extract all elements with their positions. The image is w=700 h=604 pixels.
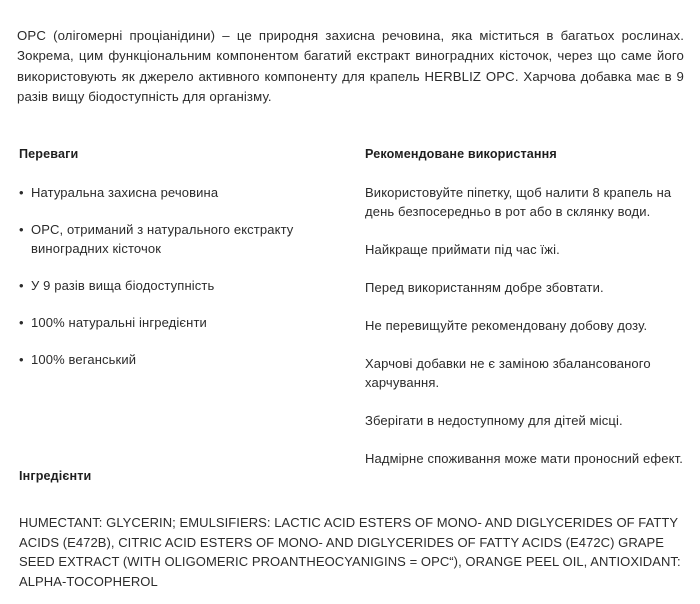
bullet-icon: •	[19, 278, 24, 293]
bullet-icon: •	[19, 222, 24, 237]
list-item-label: OPC, отриманий з натурального екстракту виноградних кісточок	[31, 222, 294, 256]
list-item	[19, 183, 348, 202]
benefits-heading: Переваги	[19, 147, 79, 161]
intro-paragraph: OPC (олігомерні проціанідини) – це природня захисна речовина, яка міститься в багатьох рослинах. Зокрема, цим функціональним компонентом багатий екстракт виноградних кісточок, через що саме його використовують як джерело активного компоненту для крапель HERBLIZ OPC. Харчова добавка має в 9 разів вищу біодоступність для організму.	[17, 28, 684, 105]
ingredients-heading: Інгредієнти	[19, 469, 92, 483]
usage-item: Найкраще приймати під час їжі.	[365, 242, 560, 257]
usage-item: Не перевищуйте рекомендовану добову дозу.	[365, 318, 648, 333]
benefits-list	[19, 183, 348, 369]
usage-column	[348, 146, 700, 468]
list-item	[19, 276, 348, 295]
two-column-section	[0, 146, 700, 468]
list-item	[19, 350, 348, 369]
list-item-label: 100% веганський	[31, 352, 137, 367]
benefits-column	[0, 146, 348, 369]
list-item	[19, 313, 348, 332]
bullet-icon: •	[19, 185, 24, 200]
usage-item: Харчові добавки не є заміною збалансованого харчування.	[365, 356, 651, 390]
list-item-label: Натуральна захисна речовина	[31, 185, 219, 200]
bullet-icon: •	[19, 352, 24, 367]
usage-heading: Рекомендоване використання	[365, 147, 557, 161]
usage-item: Зберігати в недоступному для дітей місці.	[365, 413, 623, 428]
bullet-icon: •	[19, 315, 24, 330]
ingredients-body: HUMECTANT: GLYCERIN; EMULSIFIERS: LACTIC ACID ESTERS OF MONO- AND DIGLYCERIDES OF FATTY ACIDS (E472B), CITRIC ACID ESTERS OF MONO- AND DIGLYCERIDES OF FATTY ACIDS (E472C) GRAPE SEED EXTRACT (WITH OLIGOMERIC PROANTHEOCYANIGINS = OPC“), ORANGE PEEL OIL, ANTIOXIDANT: ALPHA-TOCOPHEROL	[19, 515, 681, 589]
usage-item: Використовуйте піпетку, щоб налити 8 крапель на день безпосередньо в рот або в склянку води.	[365, 185, 672, 219]
ingredients-section	[19, 468, 685, 591]
usage-item: Надмірне споживання може мати проносний ефект.	[365, 451, 683, 466]
usage-item: Перед використанням добре збовтати.	[365, 280, 604, 295]
list-item	[19, 220, 348, 258]
list-item-label: У 9 разів вища біодоступність	[31, 278, 215, 293]
list-item-label: 100% натуральні інгредієнти	[31, 315, 207, 330]
